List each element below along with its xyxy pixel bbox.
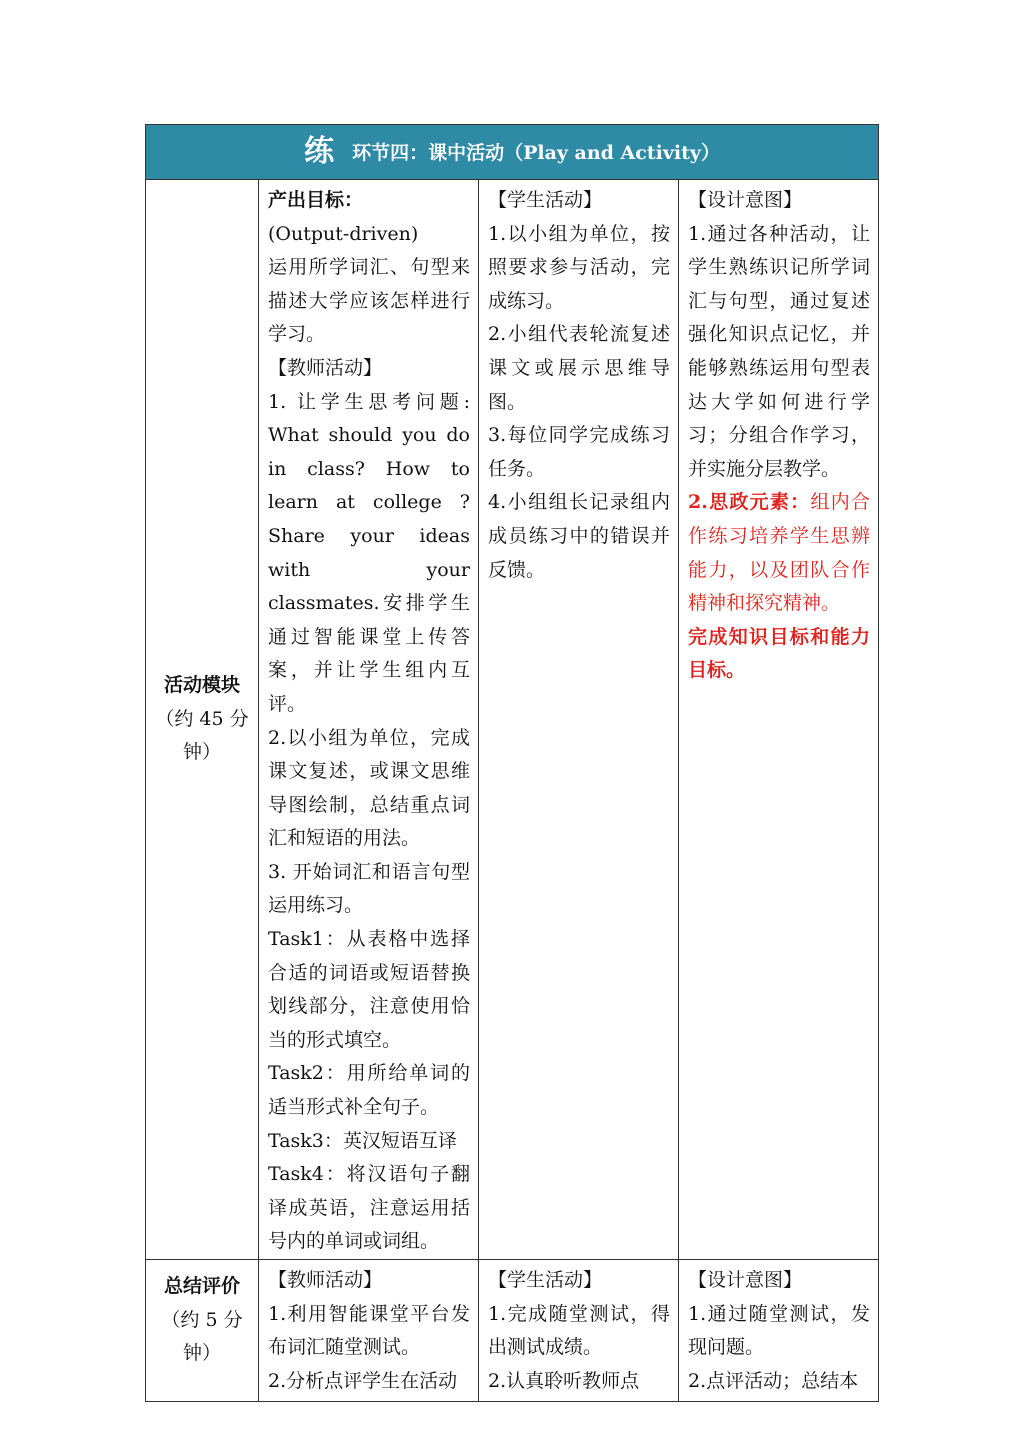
design-point-3: 完成知识目标和能力目标。 <box>688 625 871 682</box>
summary-teacher-heading: 【教师活动】 <box>268 1269 383 1291</box>
summary-student-cell <box>479 1260 679 1402</box>
summary-teacher-step-2: 2.分析点评学生在活动 <box>268 1369 458 1392</box>
section-mark: 练 <box>304 134 335 170</box>
ideology-text: 组内合作练习培养学生思辨能力，以及团队合作精神和探究精神。 <box>688 491 871 615</box>
design-point-1: 1.通过各种活动，让学生熟练识记所学词汇与句型，通过复述强化知识点记忆，并能够熟练运用句型表达大学如何进行学习；分组合作学习，并实施分层教学。 <box>688 222 871 480</box>
task-2: Task2：用所给单词的适当形式补全句子。 <box>268 1062 470 1119</box>
lesson-plan-page <box>145 124 878 1402</box>
teacher-activity-heading: 【教师活动】 <box>268 356 383 379</box>
teacher-step-3: 3. 开始词汇和语言句型运用练习。 <box>268 860 470 917</box>
student-step-4: 4.小组组长记录组内成员练习中的错误并反馈。 <box>488 491 670 581</box>
activity-teacher-cell <box>259 180 479 1260</box>
student-step-2: 2.小组代表轮流复述课文或展示思维导图。 <box>488 323 670 413</box>
summary-design-cell <box>679 1260 879 1402</box>
ideology-label: 2.思政元素： <box>688 491 811 514</box>
lesson-table <box>145 124 879 1402</box>
summary-module-time: （约 5 分钟） <box>161 1308 243 1365</box>
section-title: 环节四：课中活动（Play and Activity） <box>352 142 720 165</box>
summary-student-step-1: 1.完成随堂测试，得出测试成绩。 <box>488 1302 670 1359</box>
summary-design-point-1: 1.通过随堂测试，发现问题。 <box>688 1302 871 1359</box>
activity-module-cell <box>146 180 259 1260</box>
banner-row <box>146 125 879 180</box>
output-goal-heading: 产出目标： <box>268 189 364 211</box>
output-goal-text: 运用所学词汇、句型来描述大学应该怎样进行学习。 <box>268 256 470 346</box>
student-activity-heading: 【学生活动】 <box>488 189 603 211</box>
summary-teacher-step-1: 1.利用智能课堂平台发布词汇随堂测试。 <box>268 1302 470 1359</box>
section-banner <box>146 125 879 180</box>
teacher-step-2: 2.以小组为单位，完成课文复述，或课文思维导图绘制，总结重点词汇和短语的用法。 <box>268 726 470 850</box>
design-point-2 <box>688 486 870 620</box>
summary-student-step-2: 2.认真聆听教师点 <box>488 1369 640 1392</box>
task-1: Task1：从表格中选择合适的词语或短语替换划线部分，注意使用恰当的形式填空。 <box>268 928 470 1051</box>
summary-teacher-cell <box>259 1260 479 1402</box>
activity-module-name: 活动模块 <box>163 674 240 697</box>
summary-row <box>146 1260 879 1402</box>
activity-student-cell <box>479 180 679 1260</box>
student-step-3: 3.每位同学完成练习任务。 <box>488 424 670 480</box>
summary-design-point-2: 2.点评活动；总结本 <box>688 1369 859 1392</box>
summary-module-cell <box>146 1260 259 1402</box>
design-heading: 【设计意图】 <box>688 189 803 211</box>
student-step-1: 1.以小组为单位，按照要求参与活动，完成练习。 <box>488 222 670 312</box>
summary-module-name: 总结评价 <box>163 1275 240 1297</box>
activity-module-time: （约 45 分钟） <box>155 707 249 764</box>
activity-design-cell <box>679 180 879 1260</box>
output-goal-en: (Output-driven) <box>268 222 419 245</box>
summary-design-heading: 【设计意图】 <box>688 1269 803 1291</box>
teacher-step-1: 1. 让学生思考问题: What should you do in class? How to learn at college ? Share your ideas with your classmates.安排学生通过智能课堂上传答案，并让学生组内互评。 <box>268 390 470 715</box>
activity-row <box>146 180 879 1260</box>
task-4: Task4：将汉语句子翻译成英语，注意运用括号内的单词或词组。 <box>268 1163 470 1253</box>
summary-student-heading: 【学生活动】 <box>488 1269 603 1291</box>
task-3: Task3：英汉短语互译 <box>268 1129 457 1152</box>
